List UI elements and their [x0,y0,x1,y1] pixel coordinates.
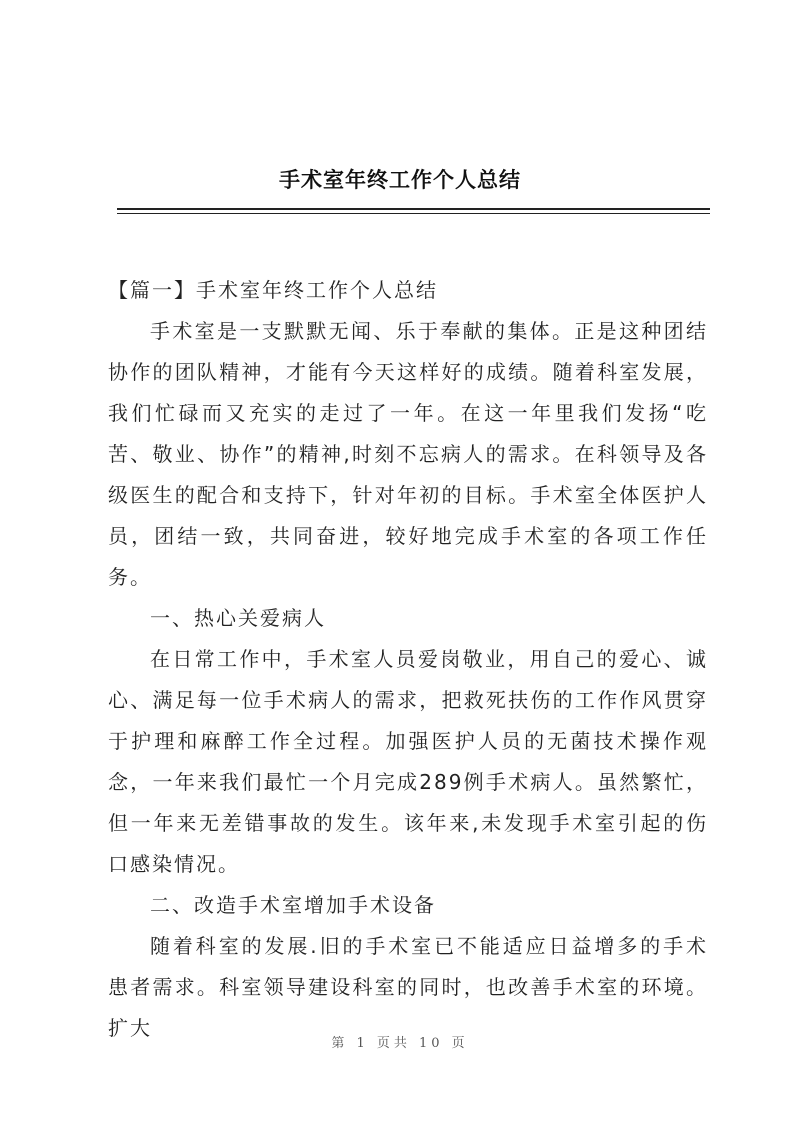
subheading-equipment: 二、改造手术室增加手术设备 [150,893,436,917]
document-body [108,270,708,1049]
paragraph-care: 在日常工作中，手术室人员爱岗敬业，用自己的爱心、诚心、满足每一位手术病人的需求，把救死扶伤的工作作风贯穿于护理和麻醉工作全过程。加强医护人员的无菌技术操作观念，一年来我们最忙一个月完成289例手术病人。虽然繁忙，但一年来无差错事故的发生。该年来,未发现手术室引起的伤口感染情况。 [108,647,708,876]
title-rule-thin [117,213,710,214]
title-rule-thick [117,208,710,210]
subheading-care: 一、热心关爱病人 [150,606,326,630]
page-footer: 第 1 页共 10 页 [331,1036,469,1051]
section-heading: 【篇一】手术室年终工作个人总结 [108,278,438,302]
document-title: 手术室年终工作个人总结 [279,167,521,192]
paragraph-equipment: 随着科室的发展.旧的手术室已不能适应日益增多的手术患者需求。科室领导建设科室的同时，也改善手术室的环境。扩大 [108,934,708,1040]
paragraph-intro: 手术室是一支默默无闻、乐于奉献的集体。正是这种团结协作的团队精神，才能有今天这样好的成绩。随着科室发展，我们忙碌而又充实的走过了一年。在这一年里我们发扬“吃苦、敬业、协作”的精神,时刻不忘病人的需求。在科领导及各级医生的配合和支持下，针对年初的目标。手术室全体医护人员，团结一致，共同奋进，较好地完成手术室的各项工作任务。 [108,319,708,589]
